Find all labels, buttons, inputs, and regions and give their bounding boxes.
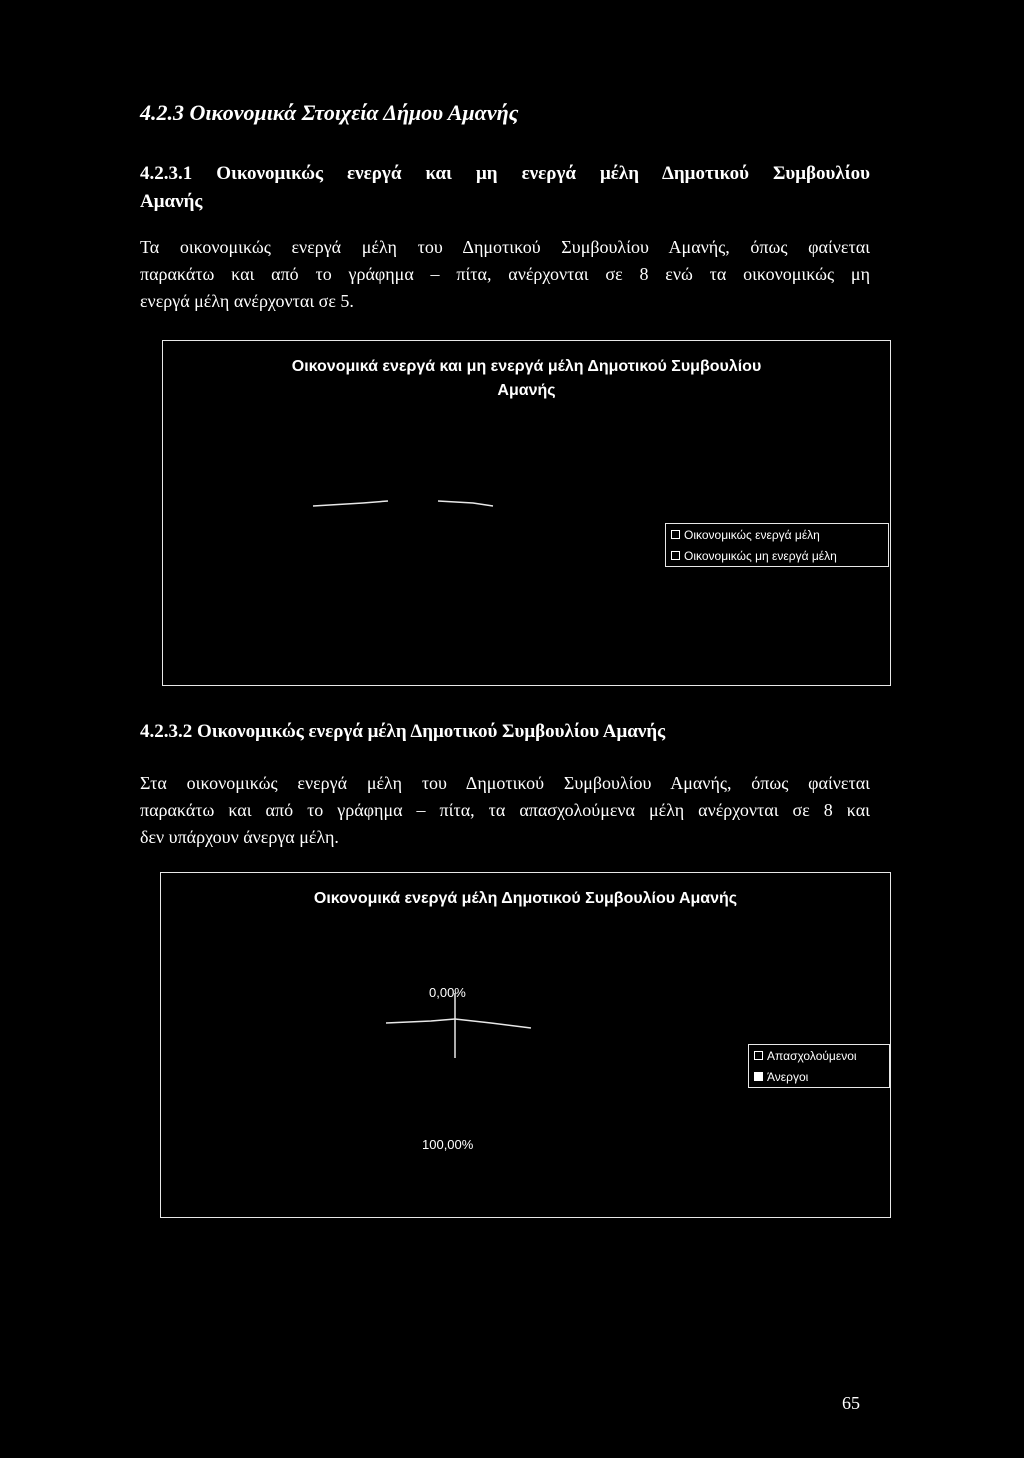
legend-swatch (754, 1072, 763, 1081)
chart-legend (748, 1044, 890, 1088)
legend-swatch (754, 1051, 763, 1060)
legend-item (749, 1066, 889, 1087)
paragraph-line: δεν υπάρχουν άνεργα μέλη. (140, 827, 339, 847)
subsection-heading-1 (140, 160, 870, 216)
heading-line-1: 4.2.3.1 Οικονομικώς ενεργά και μη ενεργά μέλη Δημοτικού Συμβουλίου (140, 163, 870, 184)
section-title: 4.2.3 Οικονομικά Στοιχεία Δήμου Αμανής (140, 100, 519, 125)
pie-slice-edge (386, 1019, 531, 1028)
legend-item (749, 1045, 889, 1066)
paragraph-2 (140, 770, 870, 851)
paragraph-line: Τα οικονομικώς ενεργά μέλη του Δημοτικού Συμβουλίου Αμανής, όπως φαίνεται (140, 237, 870, 257)
paragraph-line: παρακάτω και από το γράφημα – πίτα, ανέρχονται σε 8 ενώ τα οικονομικώς μη (140, 264, 870, 284)
legend-label: Οικονομικώς μη ενεργά μέλη (684, 548, 837, 563)
chart-legend (665, 523, 889, 567)
legend-label: Απασχολούμενοι (767, 1048, 857, 1063)
pie-slice-edge (313, 501, 388, 506)
legend-swatch (671, 551, 680, 560)
legend-label: Οικονομικώς ενεργά μέλη (684, 527, 820, 542)
chart-title-line: Αμανής (497, 382, 556, 399)
legend-swatch (671, 530, 680, 539)
page-number: 65 (842, 1393, 860, 1413)
pie-plot-area (163, 341, 892, 687)
paragraph-line: ενεργά μέλη ανέρχονται σε 5. (140, 291, 354, 311)
paragraph-line: παρακάτω και από το γράφημα – πίτα, τα απασχολούμενα μέλη ανέρχονται σε 8 και (140, 800, 870, 820)
paragraph-line: Στα οικονομικώς ενεργά μέλη του Δημοτικού Συμβουλίου Αμανής, όπως φαίνεται (140, 773, 870, 793)
paragraph-1 (140, 234, 870, 315)
data-label: 100,00% (422, 1137, 474, 1152)
subsection-heading-2: 4.2.3.2 Οικονομικώς ενεργά μέλη Δημοτικού Συμβουλίου Αμανής (140, 721, 666, 742)
legend-item (666, 524, 888, 545)
legend-item (666, 545, 888, 566)
chart-title-line: Οικονομικά ενεργά και μη ενεργά μέλη Δημοτικού Συμβουλίου (291, 358, 762, 375)
pie-slice-edge (438, 501, 493, 506)
heading-line-2: Αμανής (140, 191, 203, 212)
chart-title: Οικονομικά ενεργά μέλη Δημοτικού Συμβουλίου Αμανής (313, 890, 738, 907)
pie-chart-2 (160, 872, 891, 1218)
pie-chart-1 (162, 340, 891, 686)
legend-label: Άνεργοι (767, 1069, 809, 1084)
data-label: 0,00% (429, 985, 466, 1000)
